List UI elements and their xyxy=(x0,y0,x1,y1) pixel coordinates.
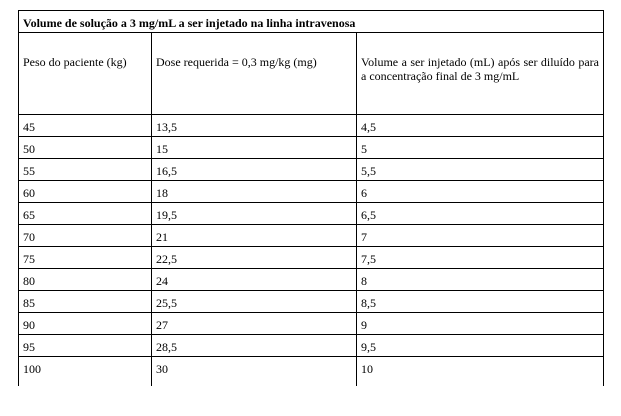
cell-weight: 50 xyxy=(18,137,151,158)
table-row xyxy=(18,290,604,312)
table-tail xyxy=(18,378,604,386)
table-row xyxy=(18,334,604,356)
cell-dose: 22,5 xyxy=(151,247,356,268)
cell-weight: 80 xyxy=(18,269,151,290)
cell-dose: 18 xyxy=(151,181,356,202)
header-dose: Dose requerida = 0,3 mg/kg (mg) xyxy=(151,33,356,114)
table-row xyxy=(18,114,604,136)
cell-volume: 8,5 xyxy=(356,291,604,312)
cell-dose: 28,5 xyxy=(151,335,356,356)
cell-weight: 75 xyxy=(18,247,151,268)
cell-weight: 85 xyxy=(18,291,151,312)
cell-weight: 90 xyxy=(18,313,151,334)
cell-dose: 15 xyxy=(151,137,356,158)
table-body xyxy=(18,114,604,378)
header-volume: Volume a ser injetado (mL) após ser diluído para a concentração final de 3 mg/mL xyxy=(356,33,604,114)
cell-dose: 16,5 xyxy=(151,159,356,180)
cell-dose: 21 xyxy=(151,225,356,246)
cell-volume: 6 xyxy=(356,181,604,202)
dosage-table xyxy=(18,10,604,386)
cell-volume: 9,5 xyxy=(356,335,604,356)
cell-weight: 45 xyxy=(18,115,151,136)
cell-weight: 65 xyxy=(18,203,151,224)
cell-volume: 10 xyxy=(356,357,604,378)
tail-cell xyxy=(356,378,604,386)
table-row xyxy=(18,158,604,180)
table-row xyxy=(18,268,604,290)
table-header-row xyxy=(18,32,604,114)
table-row xyxy=(18,312,604,334)
cell-dose: 13,5 xyxy=(151,115,356,136)
table-row xyxy=(18,246,604,268)
cell-weight: 100 xyxy=(18,357,151,378)
cell-dose: 25,5 xyxy=(151,291,356,312)
cell-dose: 19,5 xyxy=(151,203,356,224)
table-row xyxy=(18,136,604,158)
cell-volume: 7 xyxy=(356,225,604,246)
tail-cell xyxy=(151,378,356,386)
table-row xyxy=(18,202,604,224)
cell-weight: 95 xyxy=(18,335,151,356)
cell-weight: 60 xyxy=(18,181,151,202)
cell-volume: 8 xyxy=(356,269,604,290)
tail-cell xyxy=(18,378,151,386)
table-title: Volume de solução a 3 mg/mL a ser injetado na linha intravenosa xyxy=(23,16,356,30)
cell-volume: 6,5 xyxy=(356,203,604,224)
table-row xyxy=(18,180,604,202)
cell-dose: 30 xyxy=(151,357,356,378)
cell-dose: 24 xyxy=(151,269,356,290)
cell-dose: 27 xyxy=(151,313,356,334)
header-weight: Peso do paciente (kg) xyxy=(18,33,151,114)
cell-volume: 7,5 xyxy=(356,247,604,268)
cell-weight: 70 xyxy=(18,225,151,246)
table-row xyxy=(18,356,604,378)
cell-weight: 55 xyxy=(18,159,151,180)
table-title-row xyxy=(18,10,604,32)
cell-volume: 5,5 xyxy=(356,159,604,180)
cell-volume: 5 xyxy=(356,137,604,158)
cell-volume: 4,5 xyxy=(356,115,604,136)
cell-volume: 9 xyxy=(356,313,604,334)
table-row xyxy=(18,224,604,246)
